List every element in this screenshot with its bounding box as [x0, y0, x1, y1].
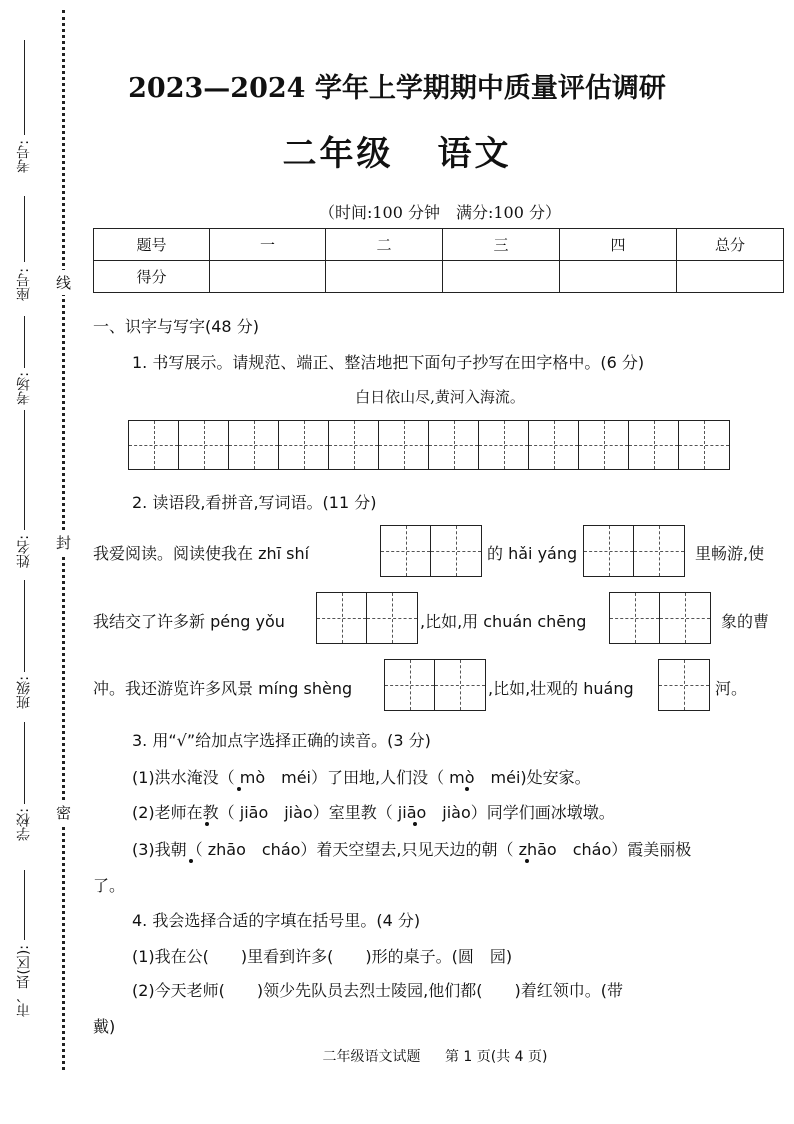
score-header-cell: 四 [560, 229, 677, 261]
binding-blank-room [24, 316, 25, 368]
binding-blank-city [24, 870, 25, 940]
footer-exam-name: 二年级语文试题 [322, 1049, 421, 1065]
seal-char-secret: 密 [56, 800, 71, 825]
tianzige-cell[interactable] [385, 660, 435, 710]
q3-item1: (1)洪水淹没（ mò méi）了田地,人们没（ mò méi)处安家。 [132, 768, 591, 787]
page-footer [0, 1046, 794, 1066]
q2-answer-mingsheng[interactable] [384, 659, 486, 711]
tianzige-cell[interactable] [659, 660, 709, 710]
binding-blank-class [24, 580, 25, 672]
score-row-label: 得分 [94, 261, 210, 293]
seal-char-line: 线 [56, 270, 71, 295]
q2-line3-a: 冲。我还游览许多风景 míng shèng [93, 679, 353, 698]
tianzige-cell[interactable] [379, 421, 429, 469]
tianzige-cell[interactable] [435, 660, 485, 710]
emphasis-dot [413, 822, 417, 826]
q3-prompt: 3. 用“√”给加点字选择正确的读音。(3 分) [132, 731, 431, 750]
q4-prompt: 4. 我会选择合适的字填在括号里。(4 分) [132, 911, 421, 930]
binding-blank-school [24, 722, 25, 804]
q2-answer-pengyou[interactable] [316, 592, 418, 644]
section1-heading: 一、识字与写字(48 分) [93, 317, 259, 336]
q2-line2-a: 我结交了许多新 péng yǒu [93, 612, 285, 631]
tianzige-cell[interactable] [634, 526, 684, 576]
footer-page-number: 第 1 页(共 4 页) [444, 1049, 548, 1065]
q2-line2-c: 象的曹 [721, 612, 770, 631]
q2-line2-b: ,比如,用 chuán chēng [420, 612, 587, 631]
subject-label: 语文 [437, 134, 512, 174]
q2-prompt: 2. 读语段,看拼音,写词语。(11 分) [132, 493, 377, 512]
grade-label: 二年级 [282, 134, 394, 174]
tianzige-cell[interactable] [279, 421, 329, 469]
tianzige-cell[interactable] [179, 421, 229, 469]
q4-item2-cont: 戴) [93, 1017, 116, 1036]
q2-answer-chuancheng[interactable] [609, 592, 711, 644]
tianzige-cell[interactable] [317, 593, 367, 643]
binding-label-exam-no: 考号: [16, 140, 32, 173]
tianzige-cell[interactable] [610, 593, 660, 643]
q1-tianzige-grid[interactable] [128, 420, 730, 470]
q2-line1-a: 我爱阅读。阅读使我在 zhī shí [93, 544, 310, 563]
q1-poem: 白日依山尽,黄河入海流。 [355, 388, 525, 406]
tianzige-cell[interactable] [381, 526, 431, 576]
emphasis-dot [465, 787, 469, 791]
q4-item1: (1)我在公( )里看到许多( )形的桌子。(圆 园) [132, 947, 513, 966]
tianzige-cell[interactable] [329, 421, 379, 469]
emphasis-dot [525, 859, 529, 863]
binding-label-city: 市、县(区): [16, 945, 32, 1017]
q2-line1-b: 的 hǎi yáng [487, 544, 578, 563]
q3-item2: (2)老师在教（ jiāo jiào）室里教（ jiāo jiào）同学们画冰墩墩。 [132, 803, 615, 822]
q2-answer-haiyang[interactable] [583, 525, 685, 577]
tianzige-cell[interactable] [584, 526, 634, 576]
exam-subtitle [0, 126, 794, 175]
binding-label-school: 学校: [16, 808, 32, 841]
tianzige-cell[interactable] [629, 421, 679, 469]
tianzige-cell[interactable] [229, 421, 279, 469]
q2-line3-b: ,比如,壮观的 huáng [488, 679, 634, 698]
score-header-cell: 一 [210, 229, 326, 261]
q2-answer-huang[interactable] [658, 659, 710, 711]
exam-meta: （时间:100 分钟 满分:100 分） [318, 203, 562, 222]
binding-label-name: 姓名: [16, 535, 32, 568]
q3-item3: (3)我朝（ zhāo cháo）着天空望去,只见天边的朝（ zhāo cháo）霞美丽极 [132, 840, 692, 859]
q4-item2: (2)今天老师( )领少先队员去烈士陵园,他们都( )着红领巾。(带 [132, 981, 623, 1000]
tianzige-cell[interactable] [579, 421, 629, 469]
score-cell[interactable] [677, 261, 784, 293]
score-cell[interactable] [210, 261, 326, 293]
q2-line3-c: 河。 [715, 679, 748, 698]
score-table-header-row [94, 229, 784, 261]
q1-prompt: 1. 书写展示。请规范、端正、整洁地把下面句子抄写在田字格中。(6 分) [132, 353, 645, 372]
tianzige-cell[interactable] [431, 526, 481, 576]
score-header-cell: 题号 [94, 229, 210, 261]
tianzige-cell[interactable] [429, 421, 479, 469]
q3-item3-cont: 了。 [93, 876, 126, 895]
exam-title: 2023—2024 学年上学期期中质量评估调研 [128, 73, 666, 104]
binding-label-class: 班级: [16, 676, 32, 709]
tianzige-cell[interactable] [479, 421, 529, 469]
binding-blank-name [24, 410, 25, 530]
tianzige-cell[interactable] [679, 421, 729, 469]
emphasis-dot [205, 822, 209, 826]
q2-answer-zhishi[interactable] [380, 525, 482, 577]
score-cell[interactable] [443, 261, 560, 293]
score-header-cell: 三 [443, 229, 560, 261]
binding-label-room: 考场: [16, 372, 32, 405]
score-header-cell: 总分 [677, 229, 784, 261]
q2-line1-c: 里畅游,使 [695, 544, 765, 563]
emphasis-dot [237, 787, 241, 791]
tianzige-cell[interactable] [129, 421, 179, 469]
binding-label-seat: 座号: [16, 268, 32, 301]
tianzige-cell[interactable] [367, 593, 417, 643]
score-cell[interactable] [326, 261, 443, 293]
emphasis-dot [189, 859, 193, 863]
tianzige-cell[interactable] [660, 593, 710, 643]
score-cell[interactable] [560, 261, 677, 293]
score-table [93, 228, 784, 293]
tianzige-cell[interactable] [529, 421, 579, 469]
score-header-cell: 二 [326, 229, 443, 261]
seal-char-seal: 封 [56, 530, 71, 555]
score-table-score-row [94, 261, 784, 293]
